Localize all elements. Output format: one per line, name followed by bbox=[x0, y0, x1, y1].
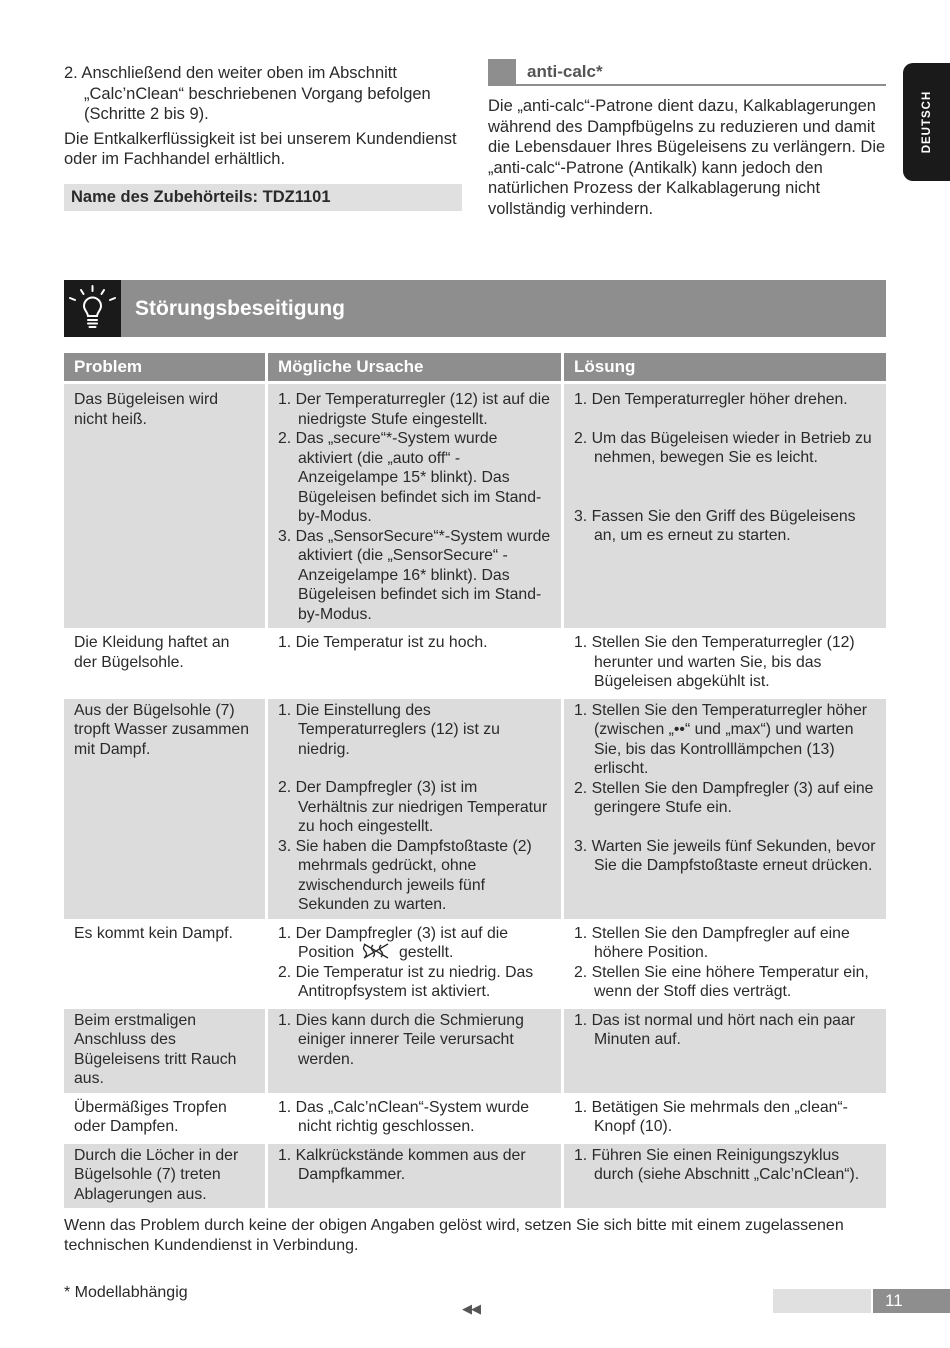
problem-cell: Übermäßiges Tropfen oder Dampfen. bbox=[64, 1093, 268, 1141]
cause-cell bbox=[268, 628, 564, 696]
solution-item: 3. Fassen Sie den Griff des Bügeleisens an, um es erneut zu starten. bbox=[574, 507, 856, 544]
page-number: 11 bbox=[885, 1291, 903, 1310]
cause-item: 1. Kalkrückstände kommen aus der Dampfkammer. bbox=[278, 1146, 526, 1183]
cause-cell bbox=[268, 919, 564, 1006]
cause-item: 1. Die Einstellung des Temperaturreglers (12) ist zu niedrig. bbox=[278, 701, 500, 758]
problem-cell: Die Kleidung haftet an der Bügelsohle. bbox=[64, 628, 268, 696]
col-header-solution: Lösung bbox=[564, 353, 886, 381]
solution-cell bbox=[564, 381, 886, 628]
lightbulb-icon bbox=[64, 280, 121, 337]
section-header bbox=[64, 280, 886, 337]
table-row bbox=[64, 1093, 886, 1141]
solution-item: 1. Das ist normal und hört nach ein paar Minuten auf. bbox=[574, 1011, 855, 1048]
cause-cell bbox=[268, 1006, 564, 1093]
no-steam-icon bbox=[362, 943, 392, 959]
solution-cell bbox=[564, 1006, 886, 1093]
page-bar bbox=[773, 1289, 871, 1313]
problem-cell: Das Bügeleisen wird nicht heiß. bbox=[64, 381, 268, 628]
cause-item: 2. Die Temperatur ist zu niedrig. Das Antitropfsystem ist aktiviert. bbox=[278, 963, 534, 1000]
cause-item: 3. Sie haben die Dampfstoßtaste (2) mehrmals gedrückt, ohne zwischendurch jeweils fünf Sekunden zu warten. bbox=[278, 837, 532, 913]
section-title: Störungsbeseitigung bbox=[135, 297, 345, 320]
solution-cell bbox=[564, 628, 886, 696]
solution-item: 3. Warten Sie jeweils fünf Sekunden, bevor Sie die Dampfstoßtaste erneut drücken. bbox=[574, 837, 876, 874]
anti-calc-section bbox=[488, 57, 886, 219]
solution-item: 2. Stellen Sie eine höhere Temperatur ein, wenn der Stoff dies verträgt. bbox=[574, 963, 869, 1000]
footnote: * Modellabhängig bbox=[64, 1284, 188, 1301]
cause-item: 1. Der Temperaturregler (12) ist auf die niedrigste Stufe eingestellt. bbox=[278, 391, 550, 428]
cause-item: 2. Das „secure“*-System wurde aktiviert (die „auto off“ -Anzeigelampe 15* blinkt). Das Bügeleisen befindet sich im Stand-by-Modus. bbox=[278, 430, 542, 525]
solution-item: 1. Stellen Sie den Temperaturregler (12) herunter und warten Sie, bis das Bügeleisen abgekühlt ist. bbox=[574, 634, 855, 690]
cause-item: 1. Dies kann durch die Schmierung einiger innerer Teile verursacht werden. bbox=[278, 1011, 524, 1068]
anti-calc-heading: anti-calc* bbox=[527, 62, 603, 81]
cause-text: 1. Der Dampfregler (3) ist auf die Position bbox=[278, 924, 509, 961]
solution-item: 2. Um das Bügeleisen wieder in Betrieb zu nehmen, bewegen Sie es leicht. bbox=[574, 429, 872, 466]
table-header-row bbox=[64, 353, 886, 381]
cause-item: 3. Das „SensorSecure“*-System wurde aktiviert (die „SensorSecure“ -Anzeigelampe 16* blinkt). Das Bügeleisen befindet sich im Stand-by-Modus. bbox=[278, 527, 551, 623]
info-text: Die Entkalkerflüssigkeit ist bei unserem Kundendienst oder im Fachhandel erhältlich. bbox=[64, 129, 457, 168]
solution-cell bbox=[564, 919, 886, 1006]
cause-cell bbox=[268, 1141, 564, 1209]
language-tab bbox=[903, 63, 950, 181]
heading-marker bbox=[488, 59, 516, 84]
table-row bbox=[64, 1006, 886, 1093]
problem-cell: Es kommt kein Dampf. bbox=[64, 919, 268, 1006]
anti-calc-heading-bar bbox=[488, 57, 886, 86]
solution-cell bbox=[564, 1141, 886, 1209]
cause-item: 1. Das „Calc’nClean“-System wurde nicht richtig geschlossen. bbox=[278, 1098, 530, 1135]
language-tab-label: DEUTSCH bbox=[920, 90, 933, 154]
cause-cell bbox=[268, 381, 564, 628]
solution-item: 1. Führen Sie einen Reinigungszyklus durch (siehe Abschnitt „Calc’nClean“). bbox=[574, 1146, 860, 1183]
troubleshooting-table bbox=[64, 353, 886, 1208]
solution-cell bbox=[564, 1093, 886, 1141]
cause-cell bbox=[268, 696, 564, 919]
col-header-problem: Problem bbox=[64, 353, 268, 381]
problem-cell: Aus der Bügelsohle (7) tropft Wasser zusammen mit Dampf. bbox=[64, 696, 268, 919]
table-row bbox=[64, 628, 886, 696]
solution-item: 1. Stellen Sie den Dampfregler auf eine höhere Position. bbox=[574, 924, 850, 961]
solution-cell bbox=[564, 696, 886, 919]
anti-calc-body: Die „anti-calc“-Patrone dient dazu, Kalkablagerungen während des Dampfbügelns zu reduzieren und damit die Lebensdauer Ihres Bügeleisens zu verlängern. Die „anti-calc“-Patrone (Antikalk) kann jedoch den natürlichen Prozess der Kalkablagerung nicht vollständig verhindern. bbox=[488, 97, 886, 218]
intro-left bbox=[64, 63, 462, 211]
cause-cell bbox=[268, 1093, 564, 1141]
table-row bbox=[64, 919, 886, 1006]
cause-item: 2. Der Dampfregler (3) ist im Verhältnis zur niedrigen Temperatur zu hoch eingestellt. bbox=[278, 779, 548, 835]
footer-note: Wenn das Problem durch keine der obigen Angaben gelöst wird, setzen Sie sich bitte mit einem zugelassenen technischen Kundendienst in Verbindung. bbox=[64, 1217, 844, 1254]
table-row bbox=[64, 1141, 886, 1209]
cause-item bbox=[278, 924, 551, 963]
table-row bbox=[64, 696, 886, 919]
accessory-label: Name des Zubehörteils: TDZ1101 bbox=[64, 184, 462, 211]
nav-arrows-icon: ◀◀ bbox=[462, 1301, 480, 1316]
step-2: 2. Anschließend den weiter oben im Abschnitt „Calc’nClean“ beschriebenen Vorgang befolgen (Schritte 2 bis 9). bbox=[64, 64, 431, 123]
col-header-cause: Mögliche Ursache bbox=[268, 353, 564, 381]
table-row bbox=[64, 381, 886, 628]
solution-item: 1. Stellen Sie den Temperaturregler höher (zwischen „••“ und „max“) und warten Sie, bis das Kontrolllämpchen (13) erlischt. bbox=[574, 701, 868, 777]
cause-item: 1. Die Temperatur ist zu hoch. bbox=[278, 634, 488, 651]
problem-cell: Beim erstmaligen Anschluss des Bügeleisens tritt Rauch aus. bbox=[64, 1006, 268, 1093]
solution-item: 1. Den Temperaturregler höher drehen. bbox=[574, 391, 848, 408]
problem-cell: Durch die Löcher in der Bügelsohle (7) treten Ablagerungen aus. bbox=[64, 1141, 268, 1209]
solution-item: 2. Stellen Sie den Dampfregler (3) auf eine geringere Stufe ein. bbox=[574, 779, 874, 816]
solution-item: 1. Betätigen Sie mehrmals den „clean“-Knopf (10). bbox=[574, 1098, 848, 1135]
cause-text-tail: gestellt. bbox=[398, 944, 454, 961]
page-number-box bbox=[873, 1289, 950, 1313]
